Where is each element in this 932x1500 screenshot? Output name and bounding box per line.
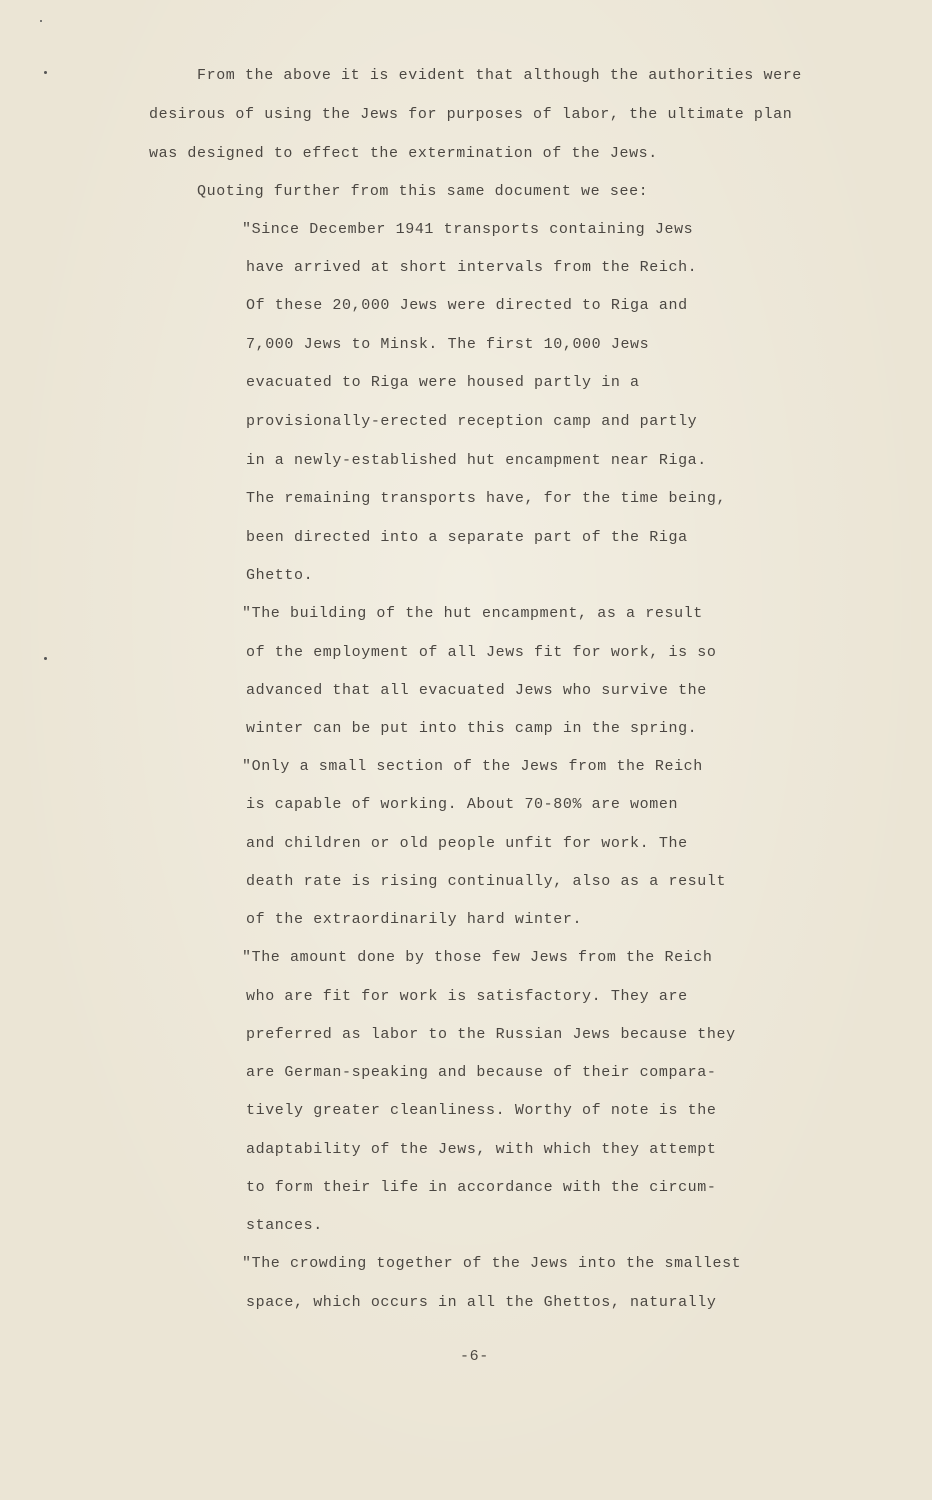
quote-line: provisionally-erected reception camp and partly (246, 413, 698, 430)
quote-line: of the employment of all Jews fit for work, is so (246, 644, 717, 661)
quote-line: "Only a small section of the Jews from the Reich (242, 758, 703, 775)
quote-line: "Since December 1941 transports containing Jews (242, 221, 694, 238)
paper-speck (40, 20, 42, 22)
paper-speck (44, 657, 47, 660)
quote-line: Of these 20,000 Jews were directed to Riga and (246, 297, 688, 314)
quote-line: to form their life in accordance with the circum- (246, 1179, 717, 1196)
quote-line: death rate is rising continually, also as a result (246, 873, 727, 890)
quote-line: Ghetto. (246, 567, 314, 584)
quote-line: The remaining transports have, for the time being, (246, 490, 727, 507)
quote-line: of the extraordinarily hard winter. (246, 911, 583, 928)
quote-line: adaptability of the Jews, with which they attempt (246, 1141, 717, 1158)
quote-line: 7,000 Jews to Minsk. The first 10,000 Jews (246, 336, 650, 353)
quote-line: winter can be put into this camp in the spring. (246, 720, 698, 737)
quote-line: "The amount done by those few Jews from the Reich (242, 949, 713, 966)
paper-speck (44, 71, 47, 74)
quote-line: who are fit for work is satisfactory. They are (246, 988, 688, 1005)
quote-line: stances. (246, 1217, 323, 1234)
quote-line: in a newly-established hut encampment near Riga. (246, 452, 707, 469)
quote-line: tively greater cleanliness. Worthy of note is the (246, 1102, 717, 1119)
paragraph-line: desirous of using the Jews for purposes of labor, the ultimate plan (149, 106, 793, 123)
quote-line: "The building of the hut encampment, as a result (242, 605, 703, 622)
quote-line: and children or old people unfit for work. The (246, 835, 688, 852)
quote-line: are German-speaking and because of their compara- (246, 1064, 717, 1081)
quote-line: evacuated to Riga were housed partly in a (246, 374, 640, 391)
quote-line: space, which occurs in all the Ghettos, naturally (246, 1294, 717, 1311)
paragraph-line: was designed to effect the extermination of the Jews. (149, 145, 658, 162)
paragraph-line: From the above it is evident that although the authorities were (197, 67, 802, 84)
quote-line: is capable of working. About 70-80% are women (246, 796, 679, 813)
quote-line: "The crowding together of the Jews into the smallest (242, 1255, 742, 1272)
quote-line: have arrived at short intervals from the Reich. (246, 259, 698, 276)
quote-line: advanced that all evacuated Jews who survive the (246, 682, 707, 699)
page-number: -6- (460, 1348, 489, 1365)
quote-line: been directed into a separate part of the Riga (246, 529, 688, 546)
quote-line: preferred as labor to the Russian Jews because they (246, 1026, 736, 1043)
paragraph-line: Quoting further from this same document we see: (197, 183, 649, 200)
